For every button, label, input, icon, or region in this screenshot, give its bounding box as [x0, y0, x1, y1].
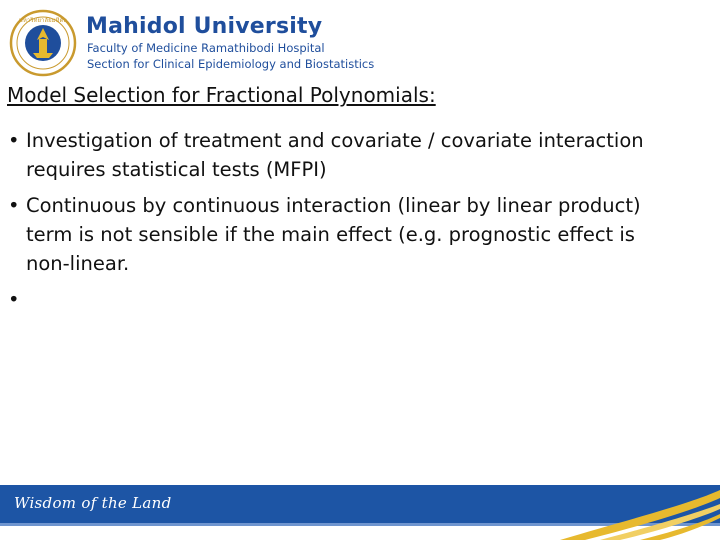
bullet-marker: • [8, 288, 20, 311]
header [0, 0, 720, 82]
bullet-marker: • [8, 129, 20, 152]
footer-tagline: Wisdom of the Land [14, 494, 172, 512]
bullet-text: Investigation of treatment and covariate / covariate interaction requires statistical tests (MFPI) [26, 129, 644, 181]
footer-banner [0, 482, 720, 540]
bullet-text: Continuous by continuous interaction (linear by linear product) term is not sensible if the main effect (e.g. prognostic effect is non-linear. [26, 194, 641, 275]
section-name: Section for Clinical Epidemiology and Biostatistics [87, 57, 375, 71]
university-name: Mahidol University [86, 14, 323, 39]
bullet-list [8, 126, 648, 311]
slide-title: Model Selection for Fractional Polynomials: [7, 83, 436, 107]
university-seal-icon [9, 9, 77, 77]
bullet-marker: • [8, 194, 20, 217]
seal-text: มหาวิทยาลัยมหิดล [18, 17, 68, 24]
bullet-item [8, 126, 648, 184]
bullet-item [8, 191, 648, 278]
faculty-name: Faculty of Medicine Ramathibodi Hospital [87, 41, 325, 55]
